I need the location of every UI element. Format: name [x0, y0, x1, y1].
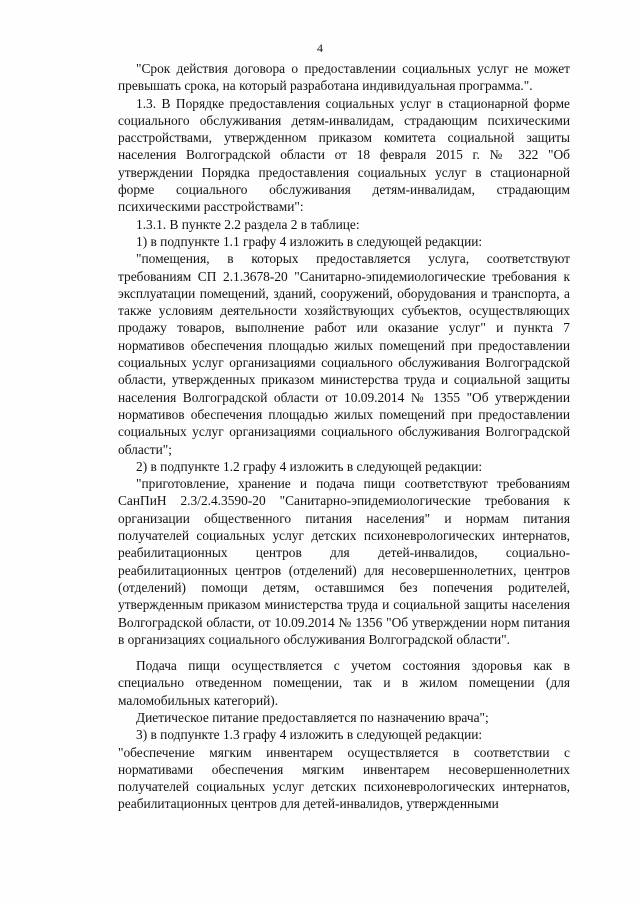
paragraph-soft-inventory: "обеспечение мягким инвентарем осуществляется в соответствии с нормативами обеспечения мягким инвентарем несовершеннолетних получателей социальных услуг детских психоневрологических интернатов, реабилитационных центров для детей-инвалидов, утвержденными	[118, 744, 570, 812]
paragraph-food-requirements: "приготовление, хранение и подача пищи соответствуют требованиям СанПиН 2.3/2.4.3590-20 "Санитарно-эпидемиологические требования к организации общественного питания населения" и нормам питания получателей социальных услуг детских психоневрологических интернатов, реабилитационных центров для детей-инвалидов, социально-реабилитационных центров (отделений) для несовершеннолетних, центров (отделений) помощи детям, оставшимся без попечения родителей, утвержденным приказом министерства труда и социальной защиты населения Волгоградской области, от 10.09.2014 № 1356 "Об утверждении норм питания в организациях социального обслуживания Волгоградской области".	[118, 476, 570, 647]
paragraph-diet-food: Диетическое питание предоставляется по назначению врача";	[136, 709, 489, 725]
paragraph-food-serving: Подача пищи осуществляется с учетом состояния здоровья как в специально отведенном помещении, так и в жилом помещении (для маломобильных категорий).	[118, 658, 570, 708]
page-number: 4	[317, 41, 323, 55]
paragraph-subitem-3: 3) в подпункте 1.3 графу 4 изложить в следующей редакции:	[136, 727, 483, 743]
paragraph-1-3-procedure: 1.3. В Порядке предоставления социальных услуг в стационарной форме социального обслуживания детям-инвалидам, страдающим психическими расстройствами, утвержденном приказом комитета социальной защиты населения Волгоградской области от 18 февраля 2015 г. № 322 "Об утверждении Порядка предоставления социальных услуг в стационарной форме социального обслуживания детям-инвалидам, страдающим психическими расстройствами":	[118, 95, 570, 215]
paragraph-subitem-2: 2) в подпункте 1.2 графу 4 изложить в следующей редакции:	[136, 458, 483, 474]
paragraph-contract-term: "Срок действия договора о предоставлении социальных услуг не может превышать срока, на который разработана индивидуальная программа.".	[118, 61, 570, 94]
paragraph-1-3-1: 1.3.1. В пункте 2.2 раздела 2 в таблице:	[136, 216, 360, 232]
document-body	[118, 60, 570, 813]
paragraph-subitem-1: 1) в подпункте 1.1 графу 4 изложить в следующей редакции:	[136, 233, 483, 249]
paragraph-premises-requirements: "помещения, в которых предоставляется услуга, соответствуют требованиям СП 2.1.3678-20 "Санитарно-эпидемиологические требования к эксплуатации помещений, зданий, сооружений, оборудования и транспорта, а также условиям деятельности хозяйствующих субъектов, осуществляющих продажу товаров, выполнение работ или оказание услуг" и пункта 7 нормативов обеспечения площадью жилых помещений при предоставлении социальных услуг организациями социального обслуживания Волгоградской области, утвержденных приказом министерства труда и социальной защиты населения Волгоградской области от 10.09.2014 № 1355 "Об утверждении нормативов обеспечения площадью жилых помещений при предоставлении социальных услуг организациями социального обслуживания Волгоградской области";	[118, 251, 570, 457]
